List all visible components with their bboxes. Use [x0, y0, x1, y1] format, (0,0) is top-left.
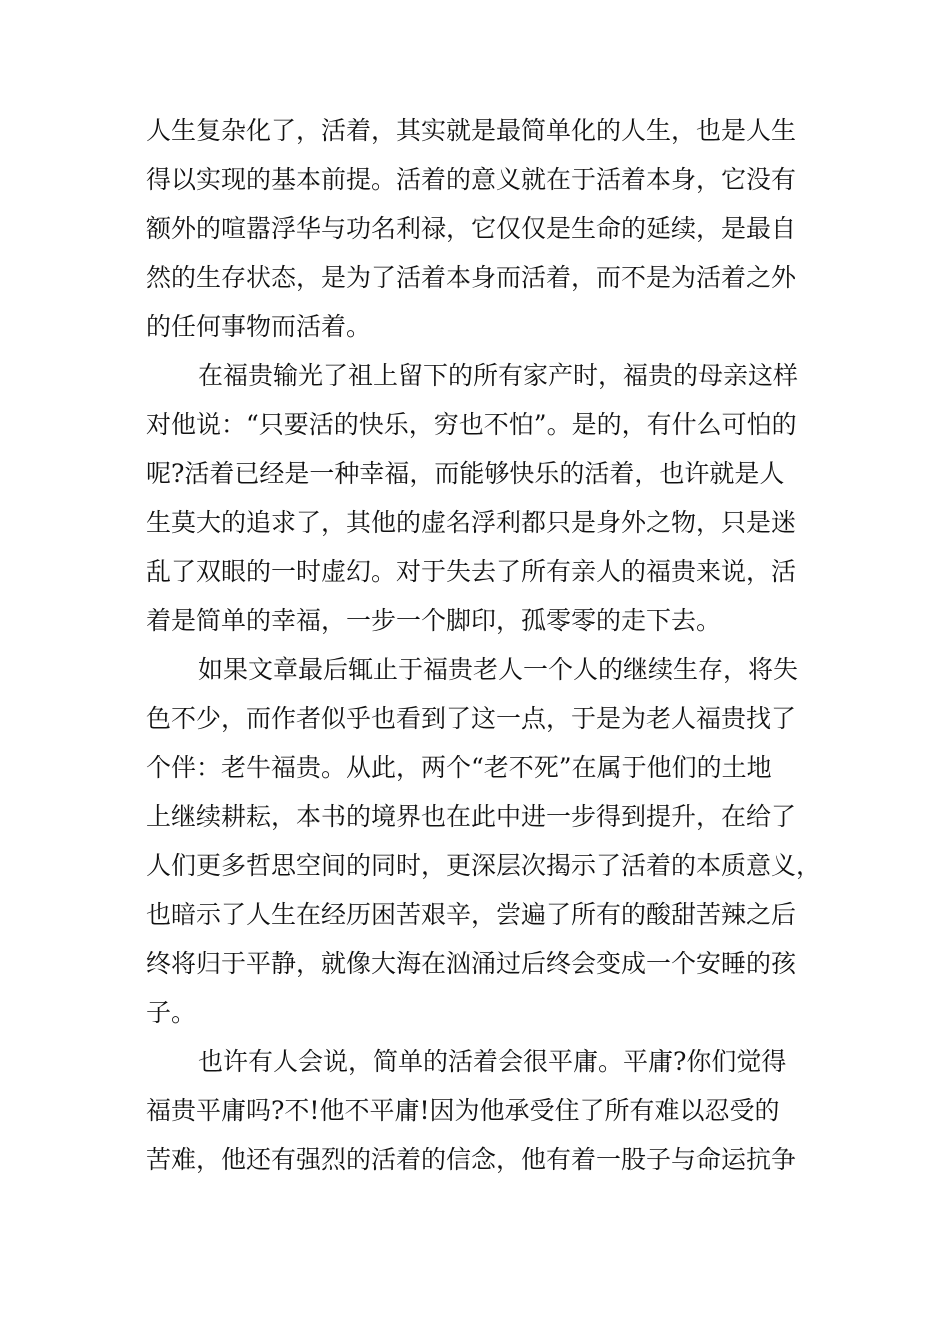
text-line: 终将归于平静，就像大海在汹涌过后终会变成一个安睡的孩 [146, 949, 797, 978]
text-line: 对他说：“只要活的快乐，穷也不怕”。是的，有什么可怕的 [146, 410, 797, 439]
text-line: 子。 [146, 998, 197, 1027]
paragraph-1 [146, 106, 826, 351]
paragraph-2 [146, 351, 826, 645]
text-line: 着是简单的幸福，一步一个脚印，孤零零的走下去。 [146, 606, 722, 635]
text-line: 人生复杂化了，活着，其实就是最简单化的人生，也是人生 [146, 116, 797, 145]
text-line: 乱了双眼的一时虚幻。对于失去了所有亲人的福贵来说，活 [146, 557, 797, 586]
text-line: 苦难，他还有强烈的活着的信念，他有着一股子与命运抗争 [146, 1145, 797, 1174]
document-body [146, 106, 826, 1184]
text-line: 呢?活着已经是一种幸福，而能够快乐的活着，也许就是人 [146, 459, 785, 488]
text-line: 额外的喧嚣浮华与功名利禄，它仅仅是生命的延续，是最自 [146, 214, 797, 243]
text-line: 然的生存状态，是为了活着本身而活着，而不是为活着之外 [146, 263, 797, 292]
paragraph-3 [146, 645, 826, 1037]
text-line: 生莫大的追求了，其他的虚名浮利都只是身外之物，只是迷 [146, 508, 797, 537]
text-line: 福贵平庸吗?不!他不平庸!因为他承受住了所有难以忍受的 [146, 1096, 780, 1125]
text-line: 个伴：老牛福贵。从此，两个“老不死”在属于他们的土地 [146, 753, 772, 782]
text-line: 人们更多哲思空间的同时，更深层次揭示了活着的本质意义， [146, 851, 822, 880]
text-line: 得以实现的基本前提。活着的意义就在于活着本身，它没有 [146, 165, 797, 194]
text-line: 在福贵输光了祖上留下的所有家产时，福贵的母亲这样 [198, 361, 799, 390]
text-line: 也暗示了人生在经历困苦艰辛，尝遍了所有的酸甜苦辣之后 [146, 900, 797, 929]
text-line: 上继续耕耘，本书的境界也在此中进一步得到提升，在给了 [146, 802, 797, 831]
text-line: 的任何事物而活着。 [146, 312, 372, 341]
text-line: 如果文章最后辄止于福贵老人一个人的继续生存，将失 [198, 655, 799, 684]
paragraph-4 [146, 1037, 826, 1184]
text-line: 也许有人会说，简单的活着会很平庸。平庸?你们觉得 [198, 1047, 787, 1076]
text-line: 色不少，而作者似乎也看到了这一点，于是为老人福贵找了 [146, 704, 797, 733]
